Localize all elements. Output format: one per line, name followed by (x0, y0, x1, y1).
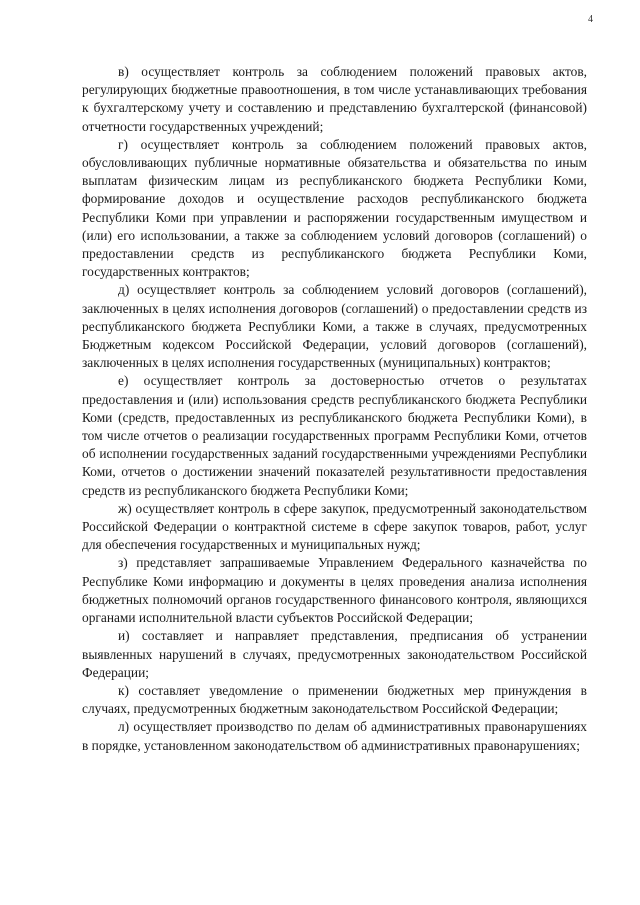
paragraph-e: е) осуществляет контроль за достоверностью отчетов о результатах предоставления и (или) использования средств республиканского бюджета Республики Коми (средств, предоставленных из республиканского бюджета Республики Коми), в том числе отчетов о реализации государственных программ Республики Коми, отчетов об исполнении государственных заданий государственными учреждениями Республики Коми, отчетов о достижении значений показателей результативности предоставления средств из республиканского бюджета Республики Коми; (82, 373, 587, 498)
page-number: 4 (588, 14, 593, 25)
paragraph-z: з) представляет запрашиваемые Управлением Федерального казначейства по Республике Коми информацию и документы в целях проведения анализа исполнения бюджетных полномочий органов государственного финансового контроля, являющихся органами исполнительной власти субъектов Российской Федерации; (82, 555, 587, 626)
paragraph-i: и) составляет и направляет представления, предписания об устранении выявленных нарушений в случаях, предусмотренных законодательством Российской Федерации; (82, 628, 587, 680)
paragraph-v: в) осуществляет контроль за соблюдением положений правовых актов, регулирующих бюджетные правоотношения, в том числе устанавливающих требования к бухгалтерскому учету и составлению и представлению бухгалтерской (финансовой) отчетности государственных учреждений; (82, 64, 587, 134)
paragraph-k: к) составляет уведомление о применении бюджетных мер принуждения в случаях, предусмотренных бюджетным законодательством Российской Федерации; (82, 682, 587, 717)
paragraph-zh: ж) осуществляет контроль в сфере закупок, предусмотренный законодательством Российской Федерации о контрактной системе в сфере закупок товаров, работ, услуг для обеспечения государственных и муниципальных нужд; (82, 500, 587, 553)
document-body (82, 63, 587, 755)
paragraph-g: г) осуществляет контроль за соблюдением положений правовых актов, обусловливающих публичные нормативные обязательства и обязательства по иным выплатам физическим лицам из республиканского бюджета Республики Коми, формирование доходов и осуществление расходов республиканского бюджета Республики Коми при управлении и распоряжении государственным имуществом и (или) его использовании, а также за соблюдением условий договоров (соглашений) о предоставлении средств из республиканского бюджета Республики Коми, государственных контрактов; (82, 136, 587, 280)
paragraph-l: л) осуществляет производство по делам об административных правонарушениях в порядке, установленном законодательством об административных правонарушениях; (82, 719, 587, 753)
paragraph-d: д) осуществляет контроль за соблюдением условий договоров (соглашений), заключенных в целях исполнения договоров (соглашений) о предоставлении средств из республиканского бюджета Республики Коми, а также в случаях, предусмотренных Бюджетным кодексом Российской Федерации, условий договоров (соглашений), заключенных в целях исполнения государственных (муниципальных) контрактов; (82, 282, 587, 371)
